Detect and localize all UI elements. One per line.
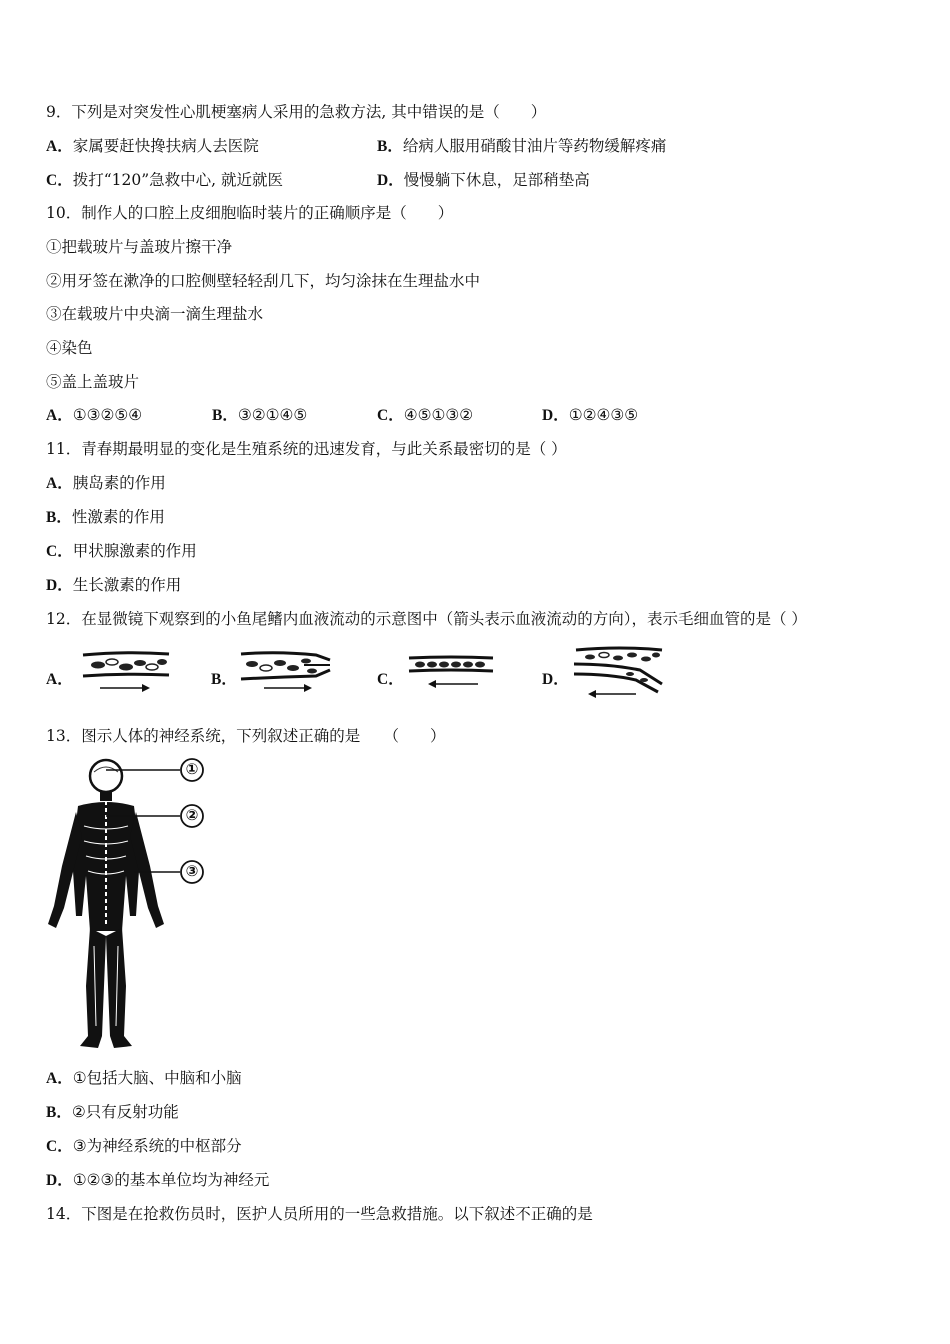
q10-step-2: ②用牙签在漱净的口腔侧壁轻轻刮几下，均匀涂抹在生理盐水中 (46, 272, 481, 290)
q12-vessel-d-image (570, 644, 666, 700)
option-letter: B． (377, 138, 403, 155)
q13-option-a (46, 1068, 242, 1089)
q12-option-c-letter: C． (377, 671, 404, 688)
figure-label-2: ② (185, 806, 199, 824)
q12-option-a-letter: A． (46, 671, 73, 688)
q11-option-d (46, 575, 181, 596)
q10-option-d (542, 405, 638, 426)
q10-option-a (46, 405, 142, 426)
option-text: ②只有反射功能 (71, 1103, 179, 1121)
option-text: 甲状腺激素的作用 (72, 542, 197, 560)
q9-stem: 9．下列是对突发性心肌梗塞病人采用的急救方法, 其中错误的是（ ） (46, 103, 547, 121)
q10-stem: 10．制作人的口腔上皮细胞临时装片的正确顺序是（ ） (46, 204, 454, 222)
option-text: ③②①④⑤ (237, 406, 308, 424)
option-text: ④⑤①③② (403, 406, 474, 424)
option-letter: A． (46, 407, 73, 424)
q9-option-a (46, 136, 259, 157)
option-text: 胰岛素的作用 (72, 474, 166, 492)
q11-option-c (46, 541, 197, 562)
q12-vessel-a-image (80, 648, 172, 696)
option-letter: D． (46, 1172, 73, 1189)
q9-option-d (377, 170, 590, 191)
option-text: 家属要赶快搀扶病人去医院 (72, 137, 259, 155)
option-letter: C． (46, 1138, 73, 1155)
q13-option-d (46, 1170, 269, 1191)
option-text: ③为神经系统的中枢部分 (72, 1137, 242, 1155)
q14-stem: 14．下图是在抢救伤员时，医护人员所用的一些急救措施。以下叙述不正确的是 (46, 1205, 593, 1223)
option-text: 性激素的作用 (71, 508, 165, 526)
option-text: 慢慢躺下休息，足部稍垫高 (403, 171, 590, 189)
option-letter: C． (46, 543, 73, 560)
option-text: ①②④③⑤ (568, 406, 639, 424)
q13-stem: 13．图示人体的神经系统，下列叙述正确的是 （ ） (46, 727, 446, 745)
option-letter: D． (46, 577, 73, 594)
option-letter: A． (46, 475, 73, 492)
option-text: 生长激素的作用 (72, 576, 182, 594)
option-text: 给病人服用硝酸甘油片等药物缓解疼痛 (402, 137, 667, 155)
option-letter: C． (46, 172, 73, 189)
q10-step-5: ⑤盖上盖玻片 (46, 373, 140, 391)
option-text: 拨打“120”急救中心, 就近就医 (72, 171, 283, 189)
q13-option-b (46, 1102, 179, 1123)
q12-vessel-c-image (406, 652, 496, 692)
option-letter: D． (377, 172, 404, 189)
q11-option-a (46, 473, 166, 494)
q12-option-b-letter: B． (211, 671, 237, 688)
q10-option-b (212, 405, 307, 426)
nervous-system-figure (44, 756, 224, 1052)
q11-option-b (46, 507, 165, 528)
q11-stem: 11．青春期最明显的变化是生殖系统的迅速发育，与此关系最密切的是（ ） (46, 440, 567, 458)
figure-label-3: ③ (185, 862, 199, 880)
figure-label-1: ① (185, 760, 199, 778)
option-text: ①③②⑤④ (72, 406, 143, 424)
option-letter: B． (46, 1104, 72, 1121)
option-text: ①包括大脑、中脑和小脑 (72, 1069, 242, 1087)
q10-option-c (377, 405, 473, 426)
option-letter: B． (46, 509, 72, 526)
q9-option-b (377, 136, 666, 157)
q13-option-c (46, 1136, 242, 1157)
q12-stem: 12．在显微镜下观察到的小鱼尾鳍内血液流动的示意图中（箭头表示血液流动的方向），表示毛细血管的是（ ） (46, 610, 807, 628)
option-letter: A． (46, 1070, 73, 1087)
q10-step-3: ③在载玻片中央滴一滴生理盐水 (46, 305, 264, 323)
option-text: ①②③的基本单位均为神经元 (72, 1171, 270, 1189)
option-letter: A． (46, 138, 73, 155)
option-letter: D． (542, 407, 569, 424)
q10-step-4: ④染色 (46, 339, 93, 357)
option-letter: C． (377, 407, 404, 424)
q12-option-d-letter: D． (542, 671, 569, 688)
q9-option-c (46, 170, 283, 191)
q12-vessel-b-image (238, 648, 334, 696)
option-letter: B． (212, 407, 238, 424)
q10-step-1: ①把载玻片与盖玻片擦干净 (46, 238, 233, 256)
